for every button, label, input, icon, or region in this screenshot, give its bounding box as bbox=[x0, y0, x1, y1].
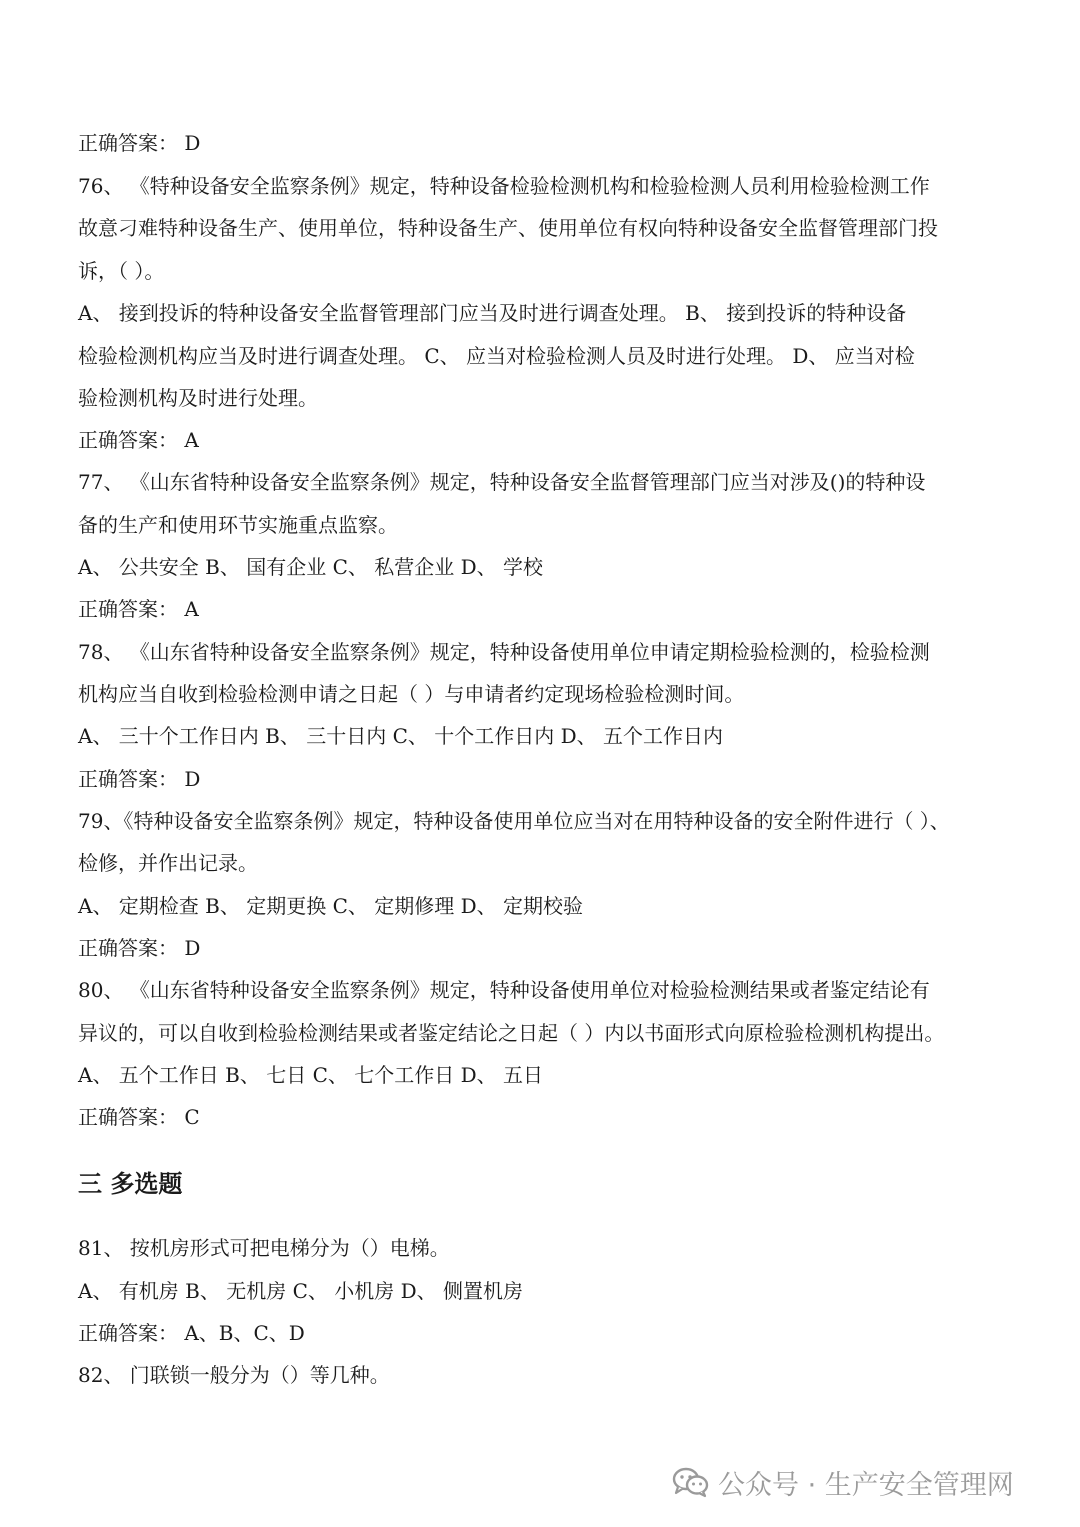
question-76-line: 76、 《特种设备安全监察条例》规定，特种设备检验检测机构和检验检测人员利用检验检测工作 bbox=[78, 174, 930, 198]
answer-line: 正确答案： A、B、C、D bbox=[78, 1321, 305, 1345]
question-77-line: 77、 《山东省特种设备安全监察条例》规定，特种设备安全监督管理部门应当对涉及()的特种设 bbox=[78, 470, 926, 494]
question-76-line: 故意刁难特种设备生产、使用单位，特种设备生产、使用单位有权向特种设备安全监督管理部门投 bbox=[78, 216, 938, 240]
options-line: A、 定期检查 B、 定期更换 C、 定期修理 D、 定期校验 bbox=[78, 894, 583, 918]
section-heading: 三 多选题 bbox=[78, 1170, 183, 1198]
answer-line: 正确答案： A bbox=[78, 428, 199, 452]
question-79-line: 79、《特种设备安全监察条例》规定，特种设备使用单位应当对在用特种设备的安全附件进行（ ）、 bbox=[78, 809, 950, 833]
options-line: 检验检测机构应当及时进行调查处理。 C、 应当对检验检测人员及时进行处理。 D、 应当对检 bbox=[78, 344, 915, 368]
options-line: 验检测机构及时进行处理。 bbox=[78, 386, 318, 410]
question-78-line: 78、 《山东省特种设备安全监察条例》规定，特种设备使用单位申请定期检验检测的，检验检测 bbox=[78, 640, 930, 664]
watermark bbox=[672, 1462, 1014, 1502]
watermark-text: 公众号 · 生产安全管理网 bbox=[718, 1469, 1014, 1501]
question-81-line: 81、 按机房形式可把电梯分为（）电梯。 bbox=[78, 1236, 450, 1260]
question-80-line: 异议的，可以自收到检验检测结果或者鉴定结论之日起（ ）内以书面形式向原检验检测机构提出。 bbox=[78, 1021, 945, 1045]
options-line: A、 有机房 B、 无机房 C、 小机房 D、 侧置机房 bbox=[78, 1279, 523, 1303]
question-77-line: 备的生产和使用环节实施重点监察。 bbox=[78, 513, 398, 537]
question-79-line: 检修，并作出记录。 bbox=[78, 851, 258, 875]
question-76-line: 诉，（ ）。 bbox=[78, 259, 165, 283]
wechat-icon bbox=[672, 1466, 710, 1498]
answer-line: 正确答案： C bbox=[78, 1105, 200, 1129]
answer-line: 正确答案： D bbox=[78, 936, 201, 960]
question-82-line: 82、 门联锁一般分为（）等几种。 bbox=[78, 1363, 390, 1387]
question-80-line: 80、 《山东省特种设备安全监察条例》规定，特种设备使用单位对检验检测结果或者鉴定结论有 bbox=[78, 978, 930, 1002]
answer-line: 正确答案： A bbox=[78, 597, 199, 621]
answer-line: 正确答案： D bbox=[78, 131, 201, 155]
options-line: A、 五个工作日 B、 七日 C、 七个工作日 D、 五日 bbox=[78, 1063, 543, 1087]
options-line: A、 三十个工作日内 B、 三十日内 C、 十个工作日内 D、 五个工作日内 bbox=[78, 724, 723, 748]
question-78-line: 机构应当自收到检验检测申请之日起（ ）与申请者约定现场检验检测时间。 bbox=[78, 682, 745, 706]
options-line: A、 公共安全 B、 国有企业 C、 私营企业 D、 学校 bbox=[78, 555, 543, 579]
options-line: A、 接到投诉的特种设备安全监督管理部门应当及时进行调查处理。 B、 接到投诉的特种设备 bbox=[78, 301, 907, 325]
answer-line: 正确答案： D bbox=[78, 767, 201, 791]
